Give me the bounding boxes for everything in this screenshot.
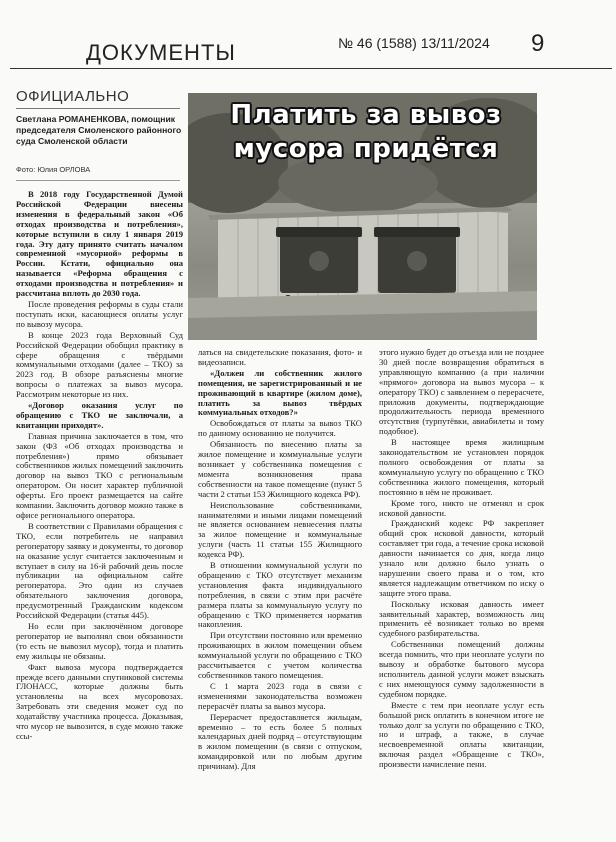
paragraph: В соответствии с Правилами обращения с ТКО, если потребитель не направил регоператору заявку и документы, то договор на оказание услуг считается заключенным и вступает в силу на 16-й рабочий день после публикации на официальном сайте регоператора. Это один из случаев обязательного заключения договора, предусмотренный Гражданским кодексом Российской Федерации (статья 445). bbox=[16, 520, 183, 621]
photo-credit: Фото: Юлия ОРЛОВА bbox=[16, 165, 91, 174]
paragraph: Собственники помещений должны всегда помнить, что при неоплате услуги по вывозу и обработке бытового мусора исполнитель данной услуги может взыскать с них имеющуюся сумму задолженности в судебном порядке. bbox=[379, 639, 544, 699]
paragraph: Поскольку исковая давность имеет заявительный характер, возможность лиц применить её возникает только во время судебного разбирательства. bbox=[379, 598, 544, 639]
issue-date: № 46 (1588) 13/11/2024 bbox=[338, 35, 490, 51]
paragraph: В настоящее время жилищным законодательством не установлен порядок полного освобождения от платы за коммунальную услугу по обращению с ТКО собственника жилого помещения, который постоянно в нём не проживает. bbox=[379, 437, 544, 497]
paragraph: При отсутствии постоянно или временно проживающих в жилом помещении объем коммунальной услуги по обращению с ТКО рассчитывается с учетом количества собственников такого помещения. bbox=[198, 630, 362, 680]
paragraph: Освобождаться от платы за вывоз ТКО по данному основанию не получится. bbox=[198, 418, 362, 439]
paragraph: В отношении коммунальной услуги по обращению с ТКО отсутствует механизм установления факта индивидуального потребления, в связи с этим при расчёте размера платы за коммунальную услугу по обращению с ТКО применяется норматив накопления. bbox=[198, 560, 362, 630]
paragraph: Вместе с тем при неоплате услуг есть большой риск оплатить в конечном итоге не только долг за услуги по обращению с ТКО, но и штраф, а также, в случае несвоевременной оплаты квитанции, включая раздел «Обращение с ТКО», произвести начисление пени. bbox=[379, 699, 544, 770]
text-column-1 bbox=[16, 190, 183, 743]
paragraph: В конце 2023 года Верховный Суд Российской Федерации обобщил практику в сфере обращения с твёрдыми коммунальными отходами (далее – ТКО) за 2023 год. В обзоре разъяснены многие вопросы о платежах за вывоз мусора. Рассмотрим некоторые из них. bbox=[16, 329, 183, 400]
paragraph: Главная причина заключается в том, что закон (ФЗ «Об отходах производства и потребления») прямо обязывает собственников жилых помещений заключить договор на вывоз ТКО с региональным оператором. Он носит характер публичной оферты. Его проект размещается на сайте компании. Заключить договор можно также в офисе регионального оператора. bbox=[16, 430, 183, 520]
page-number: 9 bbox=[531, 30, 545, 57]
subheading-question: «Договор оказания услуг по обращению с ТКО не заключали, а квитанции приходят». bbox=[16, 400, 183, 430]
paragraph: Перерасчет предоставляется жильцам, временно – то есть более 5 полных календарных дней подряд – отсутствующим в жилом помещении (в связи с отпуском, командировкой или по любым другим причинам). Для bbox=[198, 711, 362, 772]
credit-divider bbox=[16, 180, 180, 181]
text-column-2 bbox=[198, 348, 362, 773]
paragraph: Неиспользование собственниками, нанимателями и иными лицами помещений не является основанием невнесения платы за жилое помещение и коммунальные услуги (часть 11 статьи 155 Жилищного кодекса РФ). bbox=[198, 499, 362, 560]
paragraph: Гражданский кодекс РФ закрепляет общий срок исковой давности, который составляет три года, а течение срока исковой давности начинается со дня, когда лицо узнало или должно было узнать о нарушении своего права и о том, кто является надлежащим ответчиком по иску о защите этого права. bbox=[379, 518, 544, 598]
paragraph: С 1 марта 2023 года в связи с изменениями законодательства возможен перерасчёт платы за вывоз мусора. bbox=[198, 680, 362, 711]
paragraph: Обязанность по внесению платы за жилое помещение и коммунальные услуги возникает у собственника помещения с момента возникновения права собственности на такое помещение (пункт 5 части 2 статьи 153 Жилищного кодекса РФ). bbox=[198, 439, 362, 499]
rubric-divider bbox=[16, 108, 180, 109]
paragraph: Кроме того, никто не отменял и срок исковой давности. bbox=[379, 497, 544, 518]
paragraph: латься на свидетельские показания, фото- и видеозаписи. bbox=[198, 347, 362, 367]
paragraph: Но если при заключённом договоре регоператор не выполнял свои обязанности (то есть не вывозил мусор), тогда и платить ему жильцы не обязаны. bbox=[16, 620, 183, 661]
paragraph: этого нужно будет до отъезда или не позднее 30 дней после возвращения обратиться в управляющую компанию (а при наличии «прямого» договора на вывоз мусора – к оператору ТКО) с заявлением о перерасчете, приложив документы, подтверждающие продолжительность периода временного отсутствия (турпутёвки, авиабилеты и тому подобное). bbox=[379, 347, 544, 437]
rubric-label: ОФИЦИАЛЬНО bbox=[16, 88, 130, 105]
article-headline: Платить за вывоз мусора придётся bbox=[230, 100, 502, 164]
text-column-3 bbox=[379, 348, 544, 771]
author-byline: Светлана РОМАНЕНКОВА, помощник председателя Смоленского районного суда Смоленской области bbox=[16, 114, 182, 146]
subheading-question: «Должен ли собственник жилого помещения, не зарегистрированный и не проживающий в квартире (жилом доме), платить за вывоз твёрдых коммунальных отходов?» bbox=[198, 367, 362, 418]
section-title: ДОКУМЕНТЫ bbox=[86, 40, 236, 65]
lead-paragraph: В 2018 году Государственной Думой Российской Федерации внесены изменения в федеральный закон «Об отходах производства и потребления», которые вступили в силу 1 января 2019 года. Эту дату принято считать началом современной «мусорной» реформы в России. Кстати, официально она называется «Реформа обращения с отходами производства и потребления» и рассчитана вплоть до 2030 года. bbox=[16, 189, 183, 299]
paragraph: После проведения реформы в суды стали поступать иски, касающиеся оплаты услуг по вывозу мусора. bbox=[16, 298, 183, 329]
header-divider bbox=[10, 68, 612, 69]
paragraph: Факт вывоза мусора подтверждается прежде всего данными спутниковой системы ГЛОНАСС, которые должны быть установлены на всех мусоровозах. Затребовать эти сведения может суд по ходатайству участника процесса. Доказывая, что мусор не вывозится, в суде можно также ссы- bbox=[16, 661, 183, 741]
